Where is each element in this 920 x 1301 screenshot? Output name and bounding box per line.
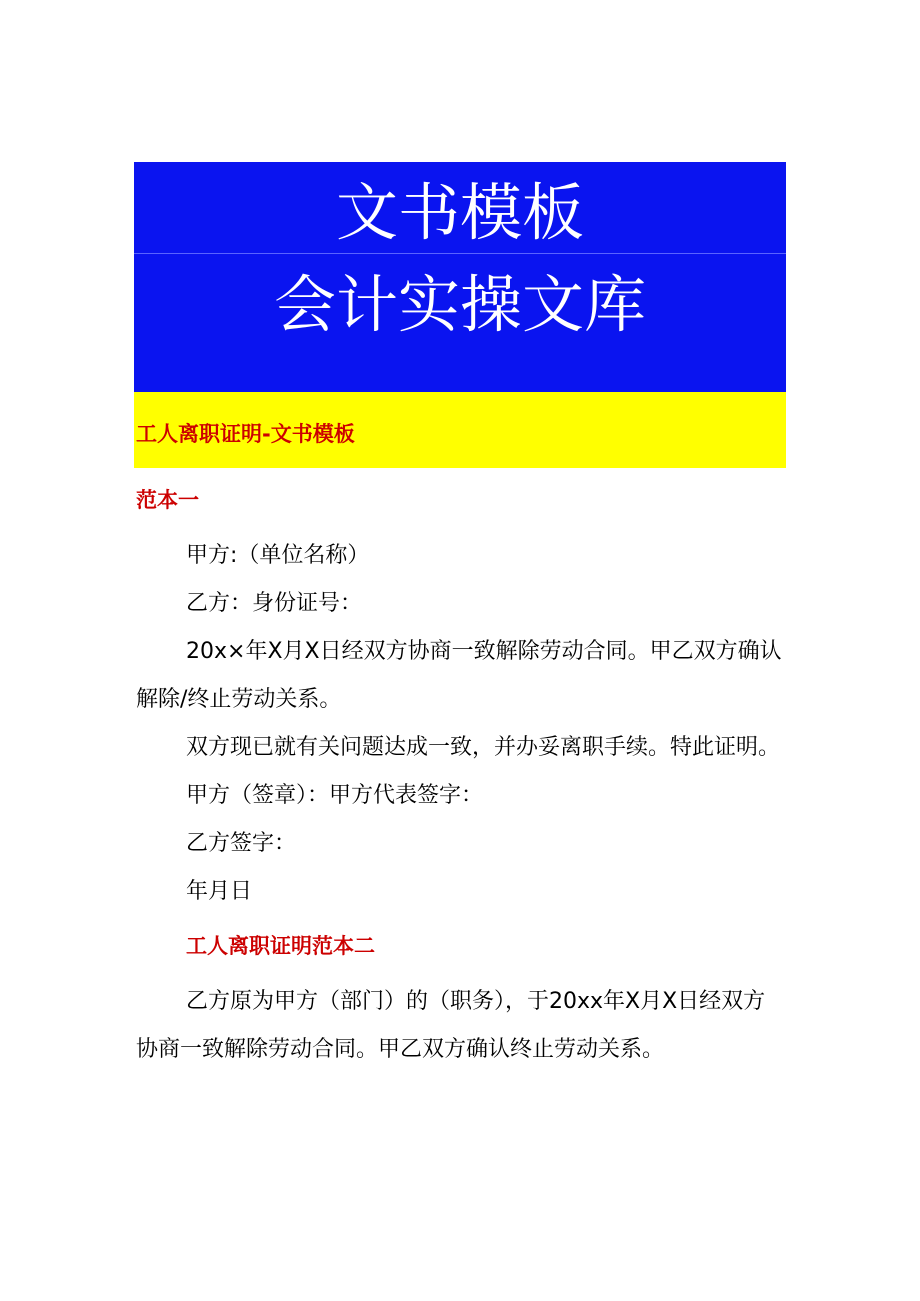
party-b-line: 乙方：身份证号： [186, 591, 363, 616]
document-body [136, 484, 784, 1074]
termination-paragraph: 20x×年X月X日经双方协商一致解除劳动合同。甲乙双方确认解除/终止劳动关系。 [136, 639, 782, 712]
document-title: 工人离职证明-文书模板 [136, 422, 355, 446]
party-b-signature-line: 乙方签字： [186, 831, 297, 856]
agreement-paragraph: 双方现已就有关问题达成一致，并办妥离职手续。特此证明。 [186, 735, 781, 760]
banner-title-line-1: 文书模板 [335, 176, 584, 249]
party-a-signature-line: 甲方（签章）：甲方代表签字： [186, 783, 484, 808]
banner-title-line-2: 会计实操文库 [273, 268, 646, 341]
document-title-bar [134, 392, 786, 468]
sample-2-paragraph: 乙方原为甲方（部门）的（职务），于20xx年X月X日经双方协商一致解除劳动合同。甲乙双方确认终止劳动关系。 [136, 989, 766, 1062]
party-a-line: 甲方:（单位名称） [186, 543, 370, 568]
date-line: 年月日 [186, 879, 253, 904]
sample-1-heading: 范本一 [136, 488, 199, 512]
title-banner [134, 162, 786, 392]
sample-2-heading: 工人离职证明范本二 [186, 934, 375, 958]
section-spacer [136, 916, 784, 926]
banner-divider [134, 253, 786, 254]
